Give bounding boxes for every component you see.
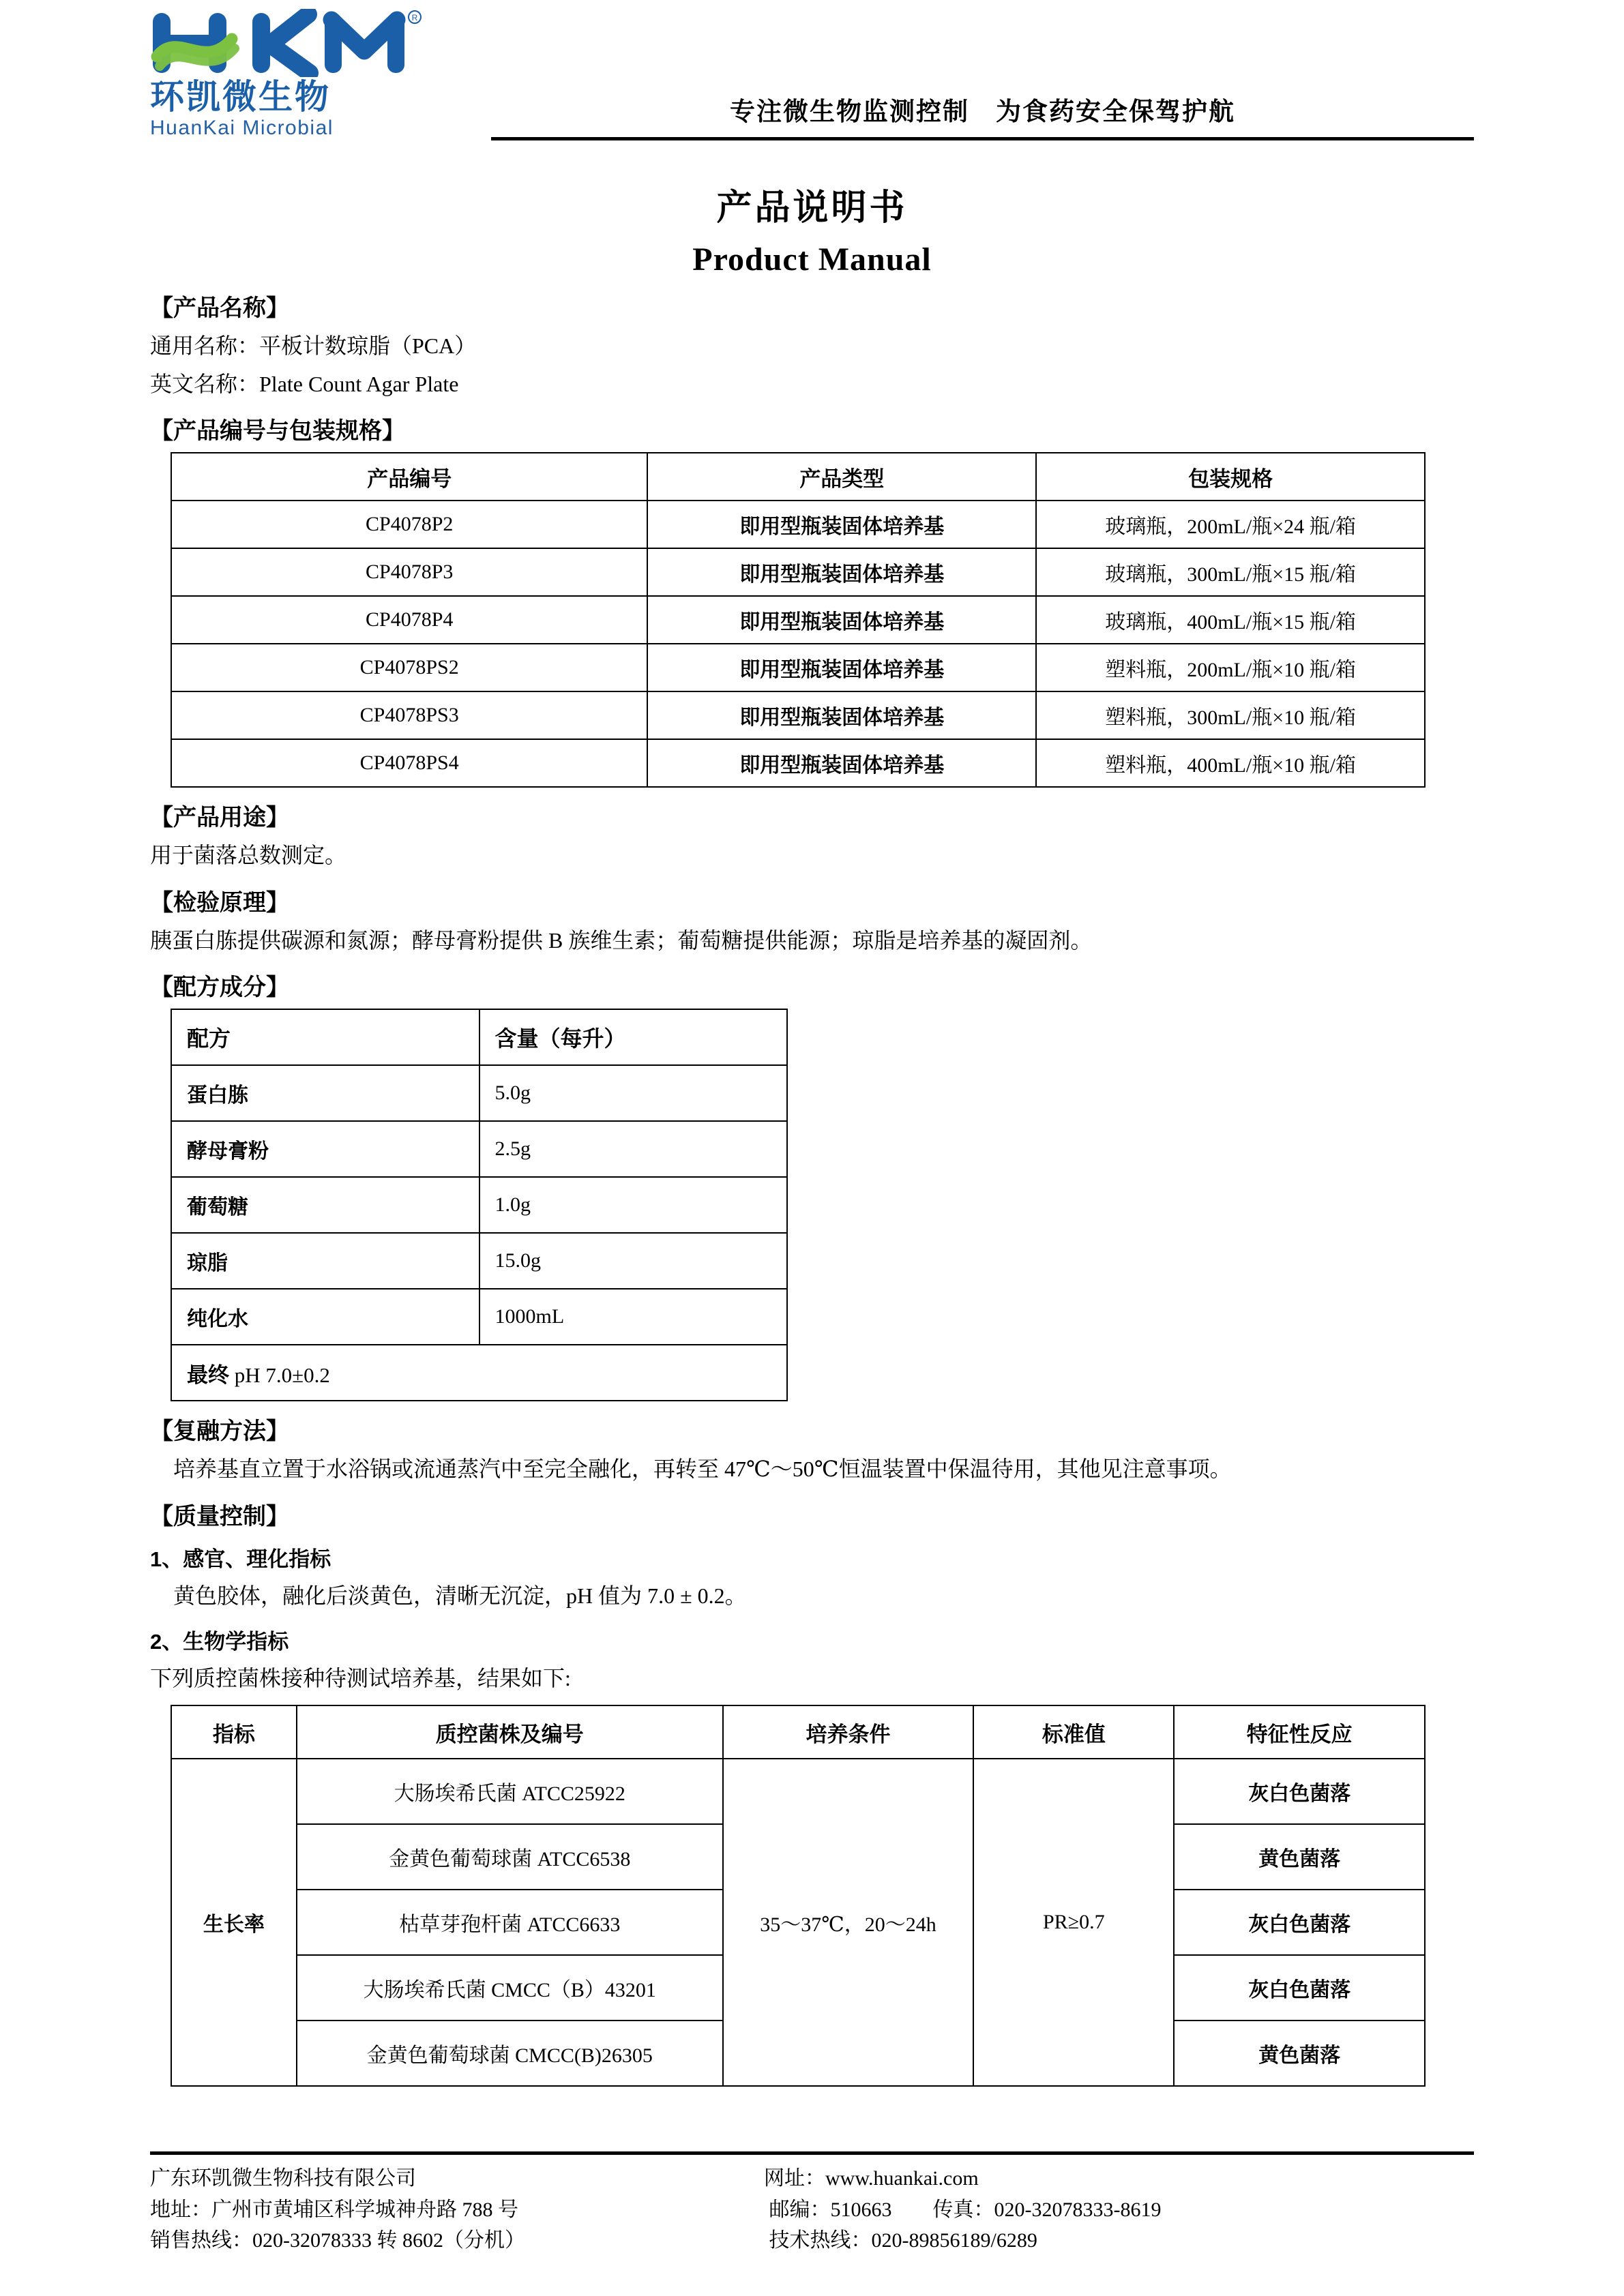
table-row bbox=[171, 1289, 787, 1345]
quality-sub-heading-1: 1、感官、理化指标 bbox=[150, 1547, 331, 1571]
footer-tech-hotline: 技术热线：020-89856189/6289 bbox=[764, 2229, 1037, 2252]
header-tagline: 专注微生物监测控制 为食药安全保驾护航 bbox=[730, 98, 1235, 125]
qc-strain: 金黄色葡萄球菌 ATCC6538 bbox=[297, 1824, 723, 1890]
spec-code: CP4078P3 bbox=[171, 548, 647, 596]
footer-postcode-fax: 邮编：510663 传真：020-32078333-8619 bbox=[764, 2198, 1162, 2221]
page-header bbox=[150, 0, 1474, 143]
footer-company: 广东环凯微生物科技有限公司 bbox=[150, 2167, 416, 2190]
formula-amount: 1.0g bbox=[479, 1177, 788, 1233]
page-footer bbox=[150, 2151, 1474, 2256]
table-header-row bbox=[171, 1009, 787, 1065]
table-row bbox=[171, 644, 1425, 691]
spec-col-pack: 包装规格 bbox=[1036, 453, 1425, 501]
table-row bbox=[171, 1759, 1425, 1824]
qc-col-index: 指标 bbox=[171, 1705, 297, 1759]
table-row bbox=[171, 739, 1425, 787]
spec-table bbox=[171, 452, 1426, 788]
remelt-text: 培养基直立置于水浴锅或流通蒸汽中至完全融化，再转至 47℃～50℃恒温装置中保温待用，其他见注意事项。 bbox=[173, 1457, 1232, 1482]
spec-code: CP4078P2 bbox=[171, 501, 647, 548]
spec-col-type: 产品类型 bbox=[647, 453, 1036, 501]
english-name-line: 英文名称：Plate Count Agar Plate bbox=[150, 371, 459, 396]
qc-strain: 枯草芽孢杆菌 ATCC6633 bbox=[297, 1890, 723, 1955]
ph-label: 最终 bbox=[187, 1362, 229, 1387]
qc-reaction: 黄色菌落 bbox=[1174, 1824, 1425, 1890]
table-row bbox=[171, 548, 1425, 596]
spec-type: 即用型瓶装固体培养基 bbox=[647, 739, 1036, 787]
formula-ph-row bbox=[171, 1345, 787, 1401]
footer-sales-hotline: 销售热线：020-32078333 转 8602（分机） bbox=[150, 2229, 525, 2252]
qc-col-strain: 质控菌株及编号 bbox=[297, 1705, 723, 1759]
qc-strain: 大肠埃希氏菌 ATCC25922 bbox=[297, 1759, 723, 1824]
formula-amount: 5.0g bbox=[479, 1065, 788, 1121]
table-row bbox=[171, 1233, 787, 1289]
page-title: 产品说明书 bbox=[716, 188, 908, 228]
header-tagline-area bbox=[443, 91, 1474, 143]
table-row bbox=[171, 1345, 787, 1401]
section-heading-formula: 【配方成分】 bbox=[150, 974, 289, 1001]
page-subtitle: Product Manual bbox=[692, 241, 932, 278]
spec-type: 即用型瓶装固体培养基 bbox=[647, 548, 1036, 596]
hkm-logo-icon bbox=[150, 9, 423, 77]
qc-reaction: 黄色菌落 bbox=[1174, 2021, 1425, 2086]
spec-type: 即用型瓶装固体培养基 bbox=[647, 644, 1036, 691]
spec-pack: 塑料瓶，300mL/瓶×10 瓶/箱 bbox=[1036, 691, 1425, 739]
footer-address: 地址：广州市黄埔区科学城神舟路 788 号 bbox=[150, 2198, 518, 2221]
section-heading-remelt: 【复融方法】 bbox=[150, 1418, 289, 1445]
footer-website[interactable]: 网址：www.huankai.com bbox=[764, 2167, 979, 2190]
formula-name: 琼脂 bbox=[171, 1233, 479, 1289]
company-logo bbox=[150, 9, 443, 143]
spec-code: CP4078PS3 bbox=[171, 691, 647, 739]
formula-name: 纯化水 bbox=[171, 1289, 479, 1345]
table-row bbox=[171, 1177, 787, 1233]
section-heading-product-name: 【产品名称】 bbox=[150, 295, 289, 321]
spec-pack: 玻璃瓶，400mL/瓶×15 瓶/箱 bbox=[1036, 596, 1425, 644]
usage-text: 用于菌落总数测定。 bbox=[150, 843, 347, 868]
quality-control-table bbox=[171, 1705, 1426, 2087]
spec-pack: 玻璃瓶，200mL/瓶×24 瓶/箱 bbox=[1036, 501, 1425, 548]
quality-bio-intro: 下列质控菌株接种待测试培养基，结果如下: bbox=[150, 1665, 571, 1690]
formula-table bbox=[171, 1009, 788, 1401]
formula-amount: 2.5g bbox=[479, 1121, 788, 1177]
section-heading-usage: 【产品用途】 bbox=[150, 805, 289, 831]
spec-pack: 玻璃瓶，300mL/瓶×15 瓶/箱 bbox=[1036, 548, 1425, 596]
spec-type: 即用型瓶装固体培养基 bbox=[647, 596, 1036, 644]
qc-reaction: 灰白色菌落 bbox=[1174, 1955, 1425, 2021]
qc-reaction: 灰白色菌落 bbox=[1174, 1890, 1425, 1955]
qc-strain: 大肠埃希氏菌 CMCC（B）43201 bbox=[297, 1955, 723, 2021]
table-header-row bbox=[171, 1705, 1425, 1759]
ph-value: pH 7.0±0.2 bbox=[234, 1362, 330, 1387]
section-heading-spec: 【产品编号与包装规格】 bbox=[150, 418, 405, 445]
spec-type: 即用型瓶装固体培养基 bbox=[647, 691, 1036, 739]
footer-divider bbox=[150, 2151, 1474, 2155]
table-header-row bbox=[171, 453, 1425, 501]
footer-left-column bbox=[150, 2163, 764, 2256]
logo-english-name: HuanKai Microbial bbox=[150, 117, 334, 139]
spec-code: CP4078P4 bbox=[171, 596, 647, 644]
header-divider bbox=[491, 137, 1474, 140]
footer-right-column bbox=[764, 2163, 1474, 2256]
table-row bbox=[171, 596, 1425, 644]
table-row bbox=[171, 691, 1425, 739]
spec-pack: 塑料瓶，200mL/瓶×10 瓶/箱 bbox=[1036, 644, 1425, 691]
formula-name: 蛋白胨 bbox=[171, 1065, 479, 1121]
spec-code: CP4078PS2 bbox=[171, 644, 647, 691]
generic-name-line: 通用名称：平板计数琼脂（PCA） bbox=[150, 333, 477, 358]
formula-col-amount: 含量（每升） bbox=[479, 1009, 788, 1065]
qc-col-reaction: 特征性反应 bbox=[1174, 1705, 1425, 1759]
section-heading-quality: 【质量控制】 bbox=[150, 1503, 289, 1530]
table-row bbox=[171, 1065, 787, 1121]
formula-col-name: 配方 bbox=[171, 1009, 479, 1065]
principle-text: 胰蛋白胨提供碳源和氮源；酵母膏粉提供 B 族维生素；葡萄糖提供能源；琼脂是培养基的凝固剂。 bbox=[150, 927, 1093, 953]
formula-amount: 1000mL bbox=[479, 1289, 788, 1345]
table-row bbox=[171, 1121, 787, 1177]
table-row bbox=[171, 501, 1425, 548]
formula-name: 酵母膏粉 bbox=[171, 1121, 479, 1177]
spec-code: CP4078PS4 bbox=[171, 739, 647, 787]
qc-standard-value: PR≥0.7 bbox=[973, 1759, 1174, 2086]
qc-col-condition: 培养条件 bbox=[723, 1705, 974, 1759]
qc-row-label: 生长率 bbox=[171, 1759, 297, 2086]
quality-sensory-text: 黄色胶体，融化后淡黄色，清晰无沉淀，pH 值为 7.0 ± 0.2。 bbox=[173, 1583, 747, 1608]
spec-col-code: 产品编号 bbox=[171, 453, 647, 501]
spec-type: 即用型瓶装固体培养基 bbox=[647, 501, 1036, 548]
qc-strain: 金黄色葡萄球菌 CMCC(B)26305 bbox=[297, 2021, 723, 2086]
section-heading-principle: 【检验原理】 bbox=[150, 889, 289, 916]
logo-chinese-name: 环凯微生物 bbox=[150, 78, 331, 116]
formula-name: 葡萄糖 bbox=[171, 1177, 479, 1233]
formula-amount: 15.0g bbox=[479, 1233, 788, 1289]
spec-pack: 塑料瓶，400mL/瓶×10 瓶/箱 bbox=[1036, 739, 1425, 787]
qc-reaction: 灰白色菌落 bbox=[1174, 1759, 1425, 1824]
quality-sub-heading-2: 2、生物学指标 bbox=[150, 1629, 289, 1654]
qc-culture-condition: 35～37℃，20～24h bbox=[723, 1759, 974, 2086]
svg-text:R: R bbox=[411, 13, 418, 23]
qc-col-standard: 标准值 bbox=[973, 1705, 1174, 1759]
